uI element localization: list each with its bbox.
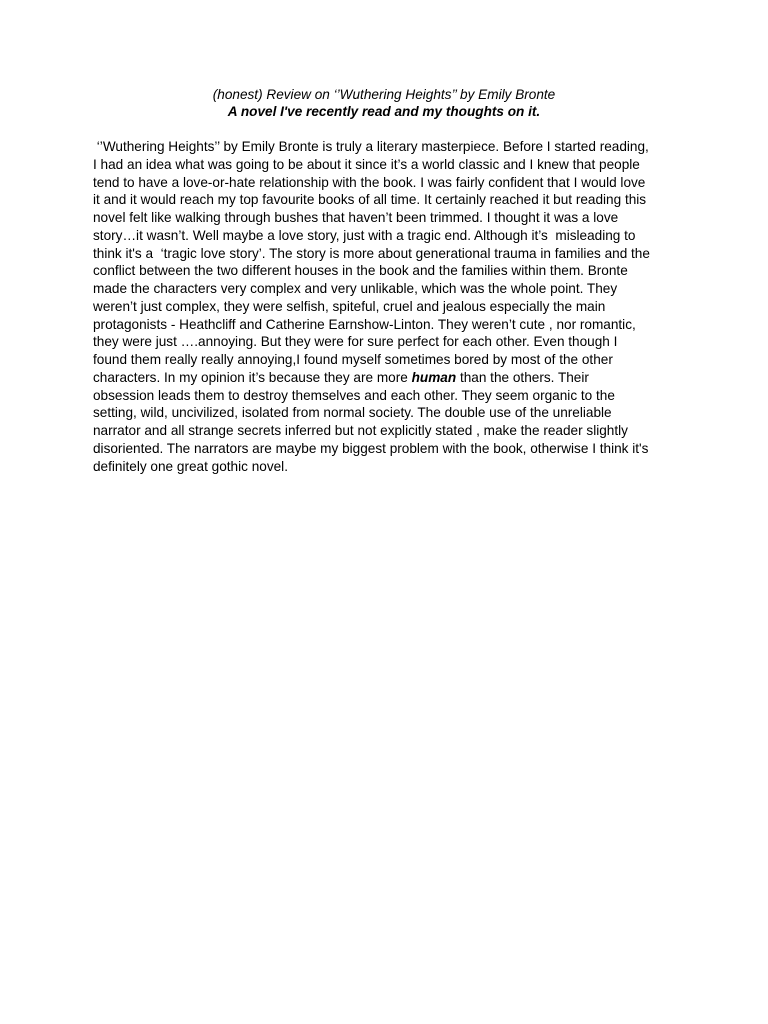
paragraph-line: story…it wasn’t. Well maybe a love story, just with a tragic end. Although it’s misleading to: [93, 227, 636, 243]
paragraph-line: it and it would reach my top favourite books of all time. It certainly reached it but reading this: [93, 192, 647, 208]
paragraph-line: protagonists - Heathcliff and Catherine Earnshow-Linton. They weren’t cute , nor romantic,: [93, 316, 636, 332]
review-paragraph: [93, 138, 693, 475]
paragraph-line: tend to have a love-or-hate relationship with the book. I was fairly confident that I would love: [93, 174, 646, 190]
paragraph-line: ‘’Wuthering Heights’’ by Emily Bronte is truly a literary masterpiece. Before I started reading,: [93, 139, 649, 154]
paragraph-line: I had an idea what was going to be about it since it’s a world classic and I knew that people: [93, 156, 640, 172]
paragraph-line: setting, wild, uncivilized, isolated from normal society. The double use of the unreliable: [93, 405, 612, 421]
paragraph-line-emphasis: [93, 369, 693, 387]
document-subtitle: A novel I've recently read and my thoughts on it.: [227, 104, 541, 119]
document-title: (honest) Review on ‘’Wuthering Heights’’ by Emily Bronte: [212, 87, 556, 102]
emphasis-line-after: than the others. Their: [456, 369, 589, 385]
emphasis-line-before: characters. In my opinion it’s because they are more: [93, 369, 412, 385]
paragraph-line: weren’t just complex, they were selfish, spiteful, cruel and jealous especially the main: [93, 298, 606, 314]
paragraph-line: novel felt like walking through bushes that haven’t been trimmed. I thought it was a love: [93, 210, 619, 225]
paragraph-line: narrator and all strange secrets inferred but not explicitly stated , make the reader slightly: [93, 423, 628, 438]
paragraph-line: made the characters very complex and very unlikable, which was the whole point. They: [93, 281, 618, 296]
paragraph-line: they were just ….annoying. But they were for sure perfect for each other. Even though I: [93, 334, 618, 350]
paragraph-line: obsession leads them to destroy themselves and each other. They seem organic to the: [93, 387, 615, 403]
paragraph-line: disoriented. The narrators are maybe my biggest problem with the book, otherwise I think it's: [93, 440, 649, 456]
paragraph-line: definitely one great gothic novel.: [93, 458, 288, 474]
paragraph-line: found them really really annoying,I found myself sometimes bored by most of the other: [93, 352, 613, 367]
paragraph-line: think it's a ‘tragic love story’. The story is more about generational trauma in families and the: [93, 245, 650, 261]
emphasized-word: human: [411, 369, 457, 385]
paragraph-line: conflict between the two different houses in the book and the families within them. Bronte: [93, 263, 628, 279]
